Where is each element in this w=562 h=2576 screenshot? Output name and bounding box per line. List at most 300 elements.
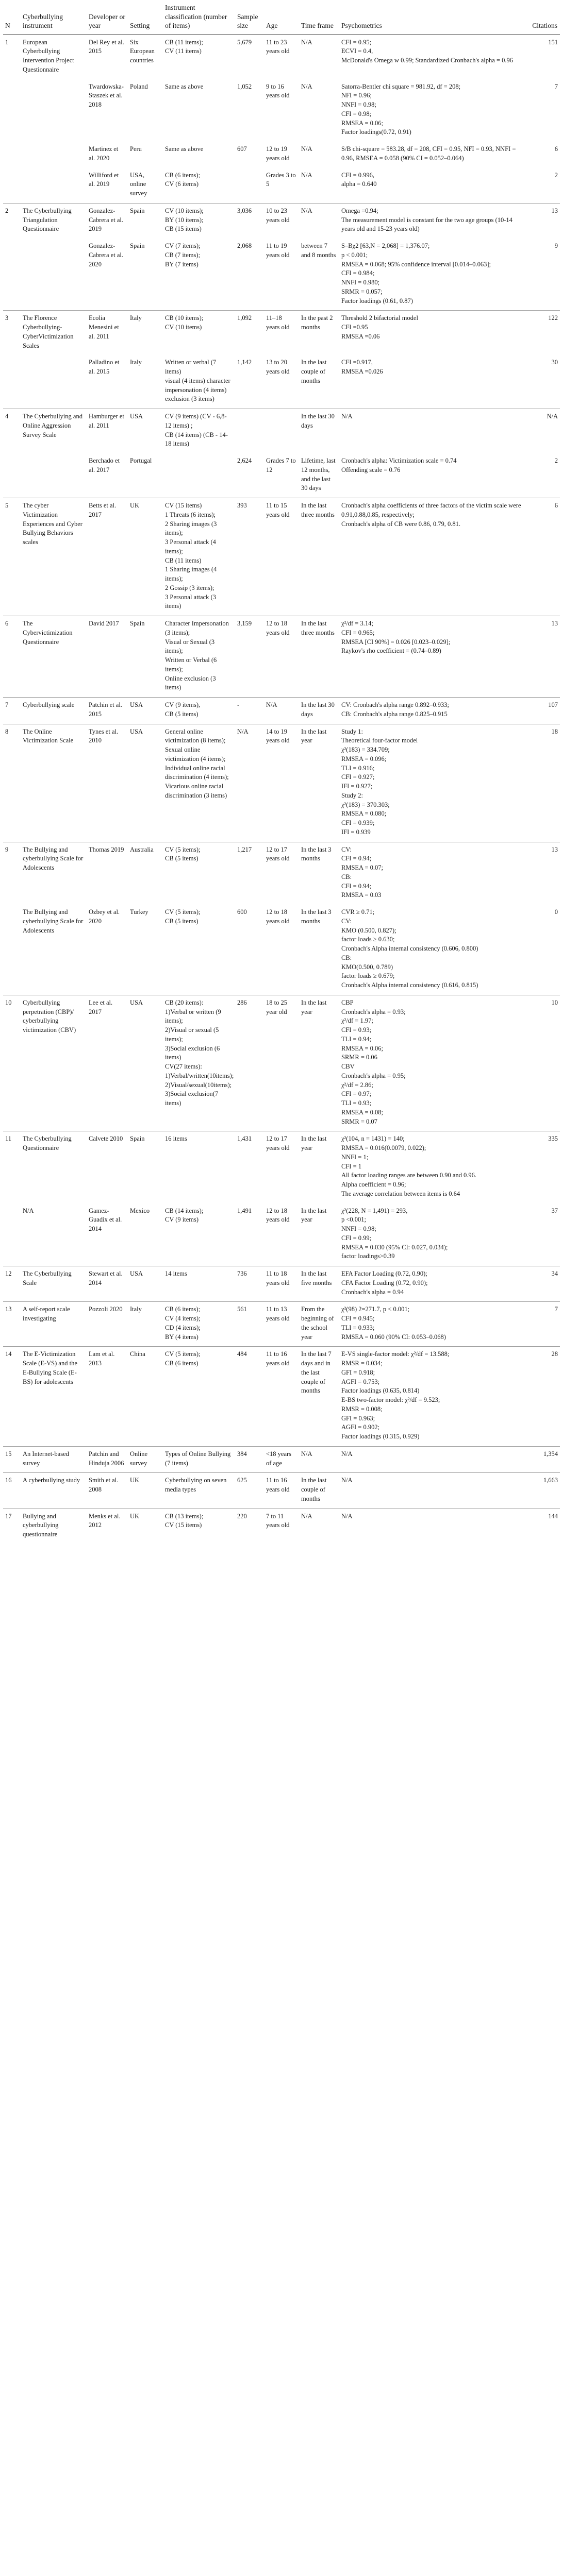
cell-number: [3, 905, 21, 995]
cell-psychometrics: [339, 409, 529, 454]
cell-sample-size: 286: [235, 995, 264, 1131]
table-row: [3, 453, 560, 498]
cell-psychometrics: [339, 453, 529, 498]
header-setting: Setting: [128, 0, 163, 35]
cell-age: Grades 3 to 5: [266, 171, 296, 188]
cell-number: [3, 142, 21, 168]
cell-psychometrics-line: Cronbach's alpha = 0.93;: [341, 1008, 406, 1015]
cell-age: 12 to 18 years old: [264, 616, 299, 698]
cell-classification-line: 3 Personal attack (4 items);: [165, 538, 216, 555]
cell-age: 7 to 11 years old: [264, 1509, 299, 1544]
cell-psychometrics-line: CBP: [341, 998, 354, 1006]
cell-psychometrics-line: SRMR = 0.057;: [341, 287, 383, 295]
cell-sample-size: -: [235, 698, 264, 724]
cell-psychometrics: [339, 995, 529, 1131]
cell-psychometrics-line: Cronbach's alpha: Victimization scale = 0.74: [341, 457, 457, 465]
cell-psychometrics-line: SRMR = 0.07: [341, 1117, 377, 1125]
cell-number: 4: [3, 409, 21, 454]
cell-citations: 107: [529, 698, 560, 724]
cell-classification-line: CB (6 items);: [165, 171, 201, 179]
cell-number: [3, 239, 21, 311]
cell-psychometrics-line: Study 1:: [341, 727, 363, 735]
cell-psychometrics-line: CFI =0.95: [341, 324, 368, 331]
cell-classification-line: CV (9 items),: [165, 701, 201, 709]
cell-citations: 30: [551, 359, 558, 366]
cell-instrument: The Cyberbullying Questionnaire: [21, 1131, 87, 1204]
cell-psychometrics-line: CFI = 0.939;: [341, 819, 375, 827]
table-row: [3, 1473, 560, 1509]
cell-psychometrics: [339, 842, 529, 905]
cell-setting: Peru: [130, 145, 142, 153]
cell-classification-line: Cyberbullying on seven media types: [165, 1477, 227, 1494]
cell-age: 12 to 19 years old: [266, 145, 290, 162]
cell-citations: 7: [554, 82, 558, 90]
cell-classification-line: CB (11 items): [165, 556, 202, 564]
cell-developer: Lee et al. 2017: [87, 995, 128, 1131]
instrument-table: [3, 0, 560, 1544]
cell-sample-size: [235, 409, 264, 454]
cell-psychometrics-line: TLI = 0.916;: [341, 764, 375, 772]
cell-citations: 18: [529, 724, 560, 842]
cell-citations: 1,354: [529, 1446, 560, 1473]
cell-instrument: The Florence Cyberbullying-CyberVictimization Scales: [21, 311, 87, 355]
cell-time-frame: In the last year: [301, 1207, 327, 1224]
cell-psychometrics: [339, 1302, 529, 1347]
cell-psychometrics-line: CFI = 0.945;: [341, 1315, 375, 1323]
cell-instrument: [21, 355, 87, 409]
cell-classification: [163, 905, 235, 995]
cell-classification-line: 1)Verbal/written(10items);: [165, 1072, 234, 1079]
cell-classification: [163, 35, 235, 79]
cell-age: 11 to 13 years old: [264, 1302, 299, 1347]
cell-psychometrics-line: N/A: [341, 1512, 353, 1520]
table-row: [3, 1446, 560, 1473]
cell-classification-line: CV (5 items);: [165, 1350, 201, 1358]
cell-sample-size: 600: [237, 908, 247, 916]
cell-time-frame: N/A: [299, 1509, 339, 1544]
cell-psychometrics-line: RMSEA = 0.016(0.0079, 0.022);: [341, 1144, 426, 1152]
cell-citations: 13: [529, 842, 560, 905]
cell-classification-line: CB (14 items) (CB - 14-18 items): [165, 431, 228, 448]
cell-time-frame: In the last 7 days and in the last couple of months: [299, 1347, 339, 1447]
cell-developer: Tynes et al. 2010: [87, 724, 128, 842]
cell-instrument: An Internet-based survey: [21, 1446, 87, 1473]
cell-classification: [163, 1204, 235, 1266]
cell-sample-size: 607: [237, 145, 247, 153]
cell-citations: 9: [554, 242, 558, 250]
cell-citations: 37: [551, 1207, 558, 1214]
cell-classification-line: CV (4 items);: [165, 1315, 201, 1323]
cell-age: 12 to 17 years old: [264, 1131, 299, 1204]
cell-classification-line: CV (5 items);: [165, 908, 201, 916]
cell-psychometrics-line: RMSEA = 0.080;: [341, 810, 387, 818]
cell-sample-size: 3,036: [235, 203, 264, 239]
cell-instrument: The Cyberbullying Scale: [21, 1266, 87, 1302]
cell-classification-line: 1 Sharing images (4 items);: [165, 566, 217, 583]
cell-classification-line: CB (5 items): [165, 710, 199, 718]
cell-psychometrics-line: CFI = 0.94;: [341, 882, 372, 890]
cell-time-frame: In the last couple of months: [299, 1473, 339, 1509]
cell-time-frame: In the last three months: [299, 498, 339, 616]
cell-psychometrics-line: S–Bχ2 [63,N = 2,068] = 1,376.07;: [341, 242, 430, 250]
cell-sample-size: 1,052: [237, 82, 252, 90]
cell-psychometrics: [339, 355, 529, 409]
cell-psychometrics-line: NFI = 0.96;: [341, 92, 372, 99]
cell-psychometrics-line: CFI = 0.94;: [341, 855, 372, 862]
cell-classification-line: Same as above: [165, 145, 204, 153]
cell-sample-size: 736: [235, 1266, 264, 1302]
cell-psychometrics-line: TLI = 0.93;: [341, 1099, 372, 1107]
cell-number: 17: [3, 1509, 21, 1544]
cell-sample-size: [235, 168, 264, 204]
cell-developer: Patchin et al. 2015: [87, 698, 128, 724]
cell-sample-size: 2,624: [237, 457, 252, 465]
table-row: [3, 698, 560, 724]
cell-citations: 1,663: [529, 1473, 560, 1509]
cell-classification-line: BY (4 items): [165, 1333, 199, 1341]
cell-time-frame: In the last 3 months: [301, 908, 332, 925]
cell-classification-line: 2)Visual/sexual(10items);: [165, 1081, 232, 1089]
cell-number: 3: [3, 311, 21, 355]
cell-classification-line: BY (10 items);: [165, 216, 204, 224]
cell-classification-line: Sexual online victimization (4 items);: [165, 746, 226, 762]
cell-classification: [163, 1473, 235, 1509]
cell-time-frame: Lifetime, last 12 months, and the last 30 days: [301, 457, 336, 492]
cell-psychometrics-line: CB:: [341, 954, 352, 961]
cell-number: 6: [3, 616, 21, 698]
cell-age: 11 to 23 years old: [266, 38, 290, 55]
cell-time-frame: In the last three months: [299, 616, 339, 698]
cell-classification: [163, 1347, 235, 1447]
cell-psychometrics-line: AGFI = 0.902;: [341, 1423, 380, 1431]
cell-instrument: A self-report scale investigating: [21, 1302, 87, 1347]
cell-classification: [163, 142, 235, 168]
cell-classification: [163, 698, 235, 724]
cell-setting: UK: [128, 1473, 163, 1509]
cell-psychometrics-line: CFI = 0.965;: [341, 629, 375, 636]
cell-classification-line: 3)Social exclusion(7 items): [165, 1090, 219, 1107]
cell-number: 1: [5, 38, 9, 46]
cell-psychometrics-line: IFI = 0.939: [341, 828, 371, 836]
cell-developer: Twardowska-Staszek et al. 2018: [89, 82, 124, 109]
cell-instrument: The E-Victimization Scale (E-VS) and the E-Bullying Scale (E-BS) for adolescents: [21, 1347, 87, 1447]
cell-developer: Menks et al. 2012: [87, 1509, 128, 1544]
cell-classification: [163, 409, 235, 454]
cell-sample-size: 5,679: [237, 38, 252, 46]
cell-psychometrics-line: RMSEA = 0.07;: [341, 864, 384, 872]
cell-developer: Palladino et al. 2015: [89, 359, 120, 376]
cell-time-frame: In the last year: [299, 724, 339, 842]
cell-number: [3, 1204, 21, 1266]
cell-psychometrics-line: CFA Factor Loading (0.72, 0.90);: [341, 1279, 428, 1286]
cell-setting: UK: [128, 1509, 163, 1544]
cell-psychometrics-line: alpha = 0.640: [341, 180, 377, 188]
cell-classification: [163, 1302, 235, 1347]
cell-time-frame: between 7 and 8 months: [301, 242, 336, 259]
cell-psychometrics-line: RMSEA = 0.096;: [341, 755, 387, 762]
cell-developer: Ecolia Menesini et al. 2011: [87, 311, 128, 355]
cell-psychometrics-line: Satorra-Bentler chi square = 981.92, df = 208;: [341, 82, 461, 90]
cell-age: 12 to 18 years old: [266, 1207, 290, 1224]
cell-instrument: The Cybervictimization Questionnaire: [21, 616, 87, 698]
table-row: [3, 142, 560, 168]
cell-classification-line: CV (10 items);: [165, 207, 204, 214]
cell-psychometrics-line: χ²(98) 2=271.7, p < 0.001;: [341, 1306, 410, 1313]
cell-psychometrics-line: factor loads ≥ 0.630;: [341, 936, 395, 943]
cell-psychometrics-line: The average correlation between items is 0.64: [341, 1190, 460, 1197]
cell-age: N/A: [264, 698, 299, 724]
cell-psychometrics-line: Cronbach's Alpha internal consistency (0.606, 0.800): [341, 945, 478, 953]
cell-sample-size: 1,431: [235, 1131, 264, 1204]
cell-instrument: The Bullying and cyberbullying Scale for Adolescents: [21, 842, 87, 905]
cell-instrument: European Cyberbullying Intervention Project Questionnaire: [23, 38, 74, 73]
cell-age: 11 to 15 years old: [264, 498, 299, 616]
cell-psychometrics-line: CFI = 0.99;: [341, 1234, 372, 1242]
cell-sample-size: 561: [235, 1302, 264, 1347]
cell-time-frame: In the last year: [299, 995, 339, 1131]
cell-time-frame: N/A: [299, 1446, 339, 1473]
table-row: [3, 498, 560, 616]
cell-psychometrics-line: CV:: [341, 845, 352, 853]
table-row: [3, 1131, 560, 1204]
cell-sample-size: 1,217: [235, 842, 264, 905]
cell-classification-line: Visual or Sexual (3 items);: [165, 638, 215, 655]
cell-setting: Mexico: [130, 1207, 150, 1214]
cell-developer: Gamez-Guadix et al. 2014: [89, 1207, 122, 1233]
cell-developer: Lam et al. 2013: [87, 1347, 128, 1447]
cell-developer: Pozzoli 2020: [87, 1302, 128, 1347]
cell-number: 2: [3, 203, 21, 239]
cell-classification-line: CB (5 items): [165, 855, 199, 862]
cell-number: 7: [3, 698, 21, 724]
cell-setting: Spain: [128, 1131, 163, 1204]
table-row: [3, 1266, 560, 1302]
cell-developer: David 2017: [87, 616, 128, 698]
cell-classification-line: CV (7 items);: [165, 242, 201, 250]
cell-psychometrics-line: CFI = 0.984;: [341, 269, 375, 277]
cell-psychometrics-line: p < 0.001;: [341, 251, 368, 259]
cell-developer: Thomas 2019: [87, 842, 128, 905]
cell-number: [3, 355, 21, 409]
cell-psychometrics: [339, 168, 529, 204]
cell-number: 5: [3, 498, 21, 616]
cell-instrument: The Bullying and cyberbullying Scale for Adolescents: [23, 908, 84, 934]
cell-age: 14 to 19 years old: [264, 724, 299, 842]
cell-instrument: The cyber Victimization Experiences and Cyber Bullying Behaviors scales: [21, 498, 87, 616]
cell-classification-line: CV (15 items): [165, 502, 202, 510]
cell-psychometrics: [339, 498, 529, 616]
cell-psychometrics-line: CFI =0.917,: [341, 359, 373, 366]
cell-developer: Martinez et al. 2020: [89, 145, 119, 162]
cell-psychometrics-line: S/B chi-square = 583.28, df = 208, CFI = 0.95, NFI = 0.93, NNFI = 0.96, RMSEA = 0.058 (90% CI = 0.052–0.064): [341, 145, 516, 162]
cell-classification-line: CV (6 items): [165, 180, 199, 188]
cell-psychometrics-line: Cronbach's Alpha internal consistency (0.616, 0.815): [341, 981, 478, 989]
cell-number: 8: [3, 724, 21, 842]
cell-psychometrics-line: CV:: [341, 917, 352, 925]
cell-classification-line: CB (6 items);: [165, 1306, 201, 1313]
header-psychometrics: Psychometrics: [339, 0, 529, 35]
cell-classification-line: 14 items: [165, 1270, 187, 1278]
cell-psychometrics-line: NNFI = 0.98;: [341, 1225, 376, 1233]
cell-developer: Smith et al. 2008: [87, 1473, 128, 1509]
header-developer: Developer or year: [87, 0, 128, 35]
cell-psychometrics-line: TLI = 0.933;: [341, 1324, 375, 1331]
cell-classification-line: Individual online racial discrimination (4 items);: [165, 764, 229, 781]
cell-classification-line: visual (4 items) character impersonation (4 items) exclusion (3 items): [165, 377, 230, 403]
cell-developer: Williford et al. 2019: [89, 171, 119, 188]
cell-psychometrics-line: RMSEA = 0.068; 95% confidence interval [0.014–0.063];: [341, 260, 491, 268]
cell-citations: 10: [529, 995, 560, 1131]
cell-citations: 2: [554, 457, 558, 465]
cell-classification-line: Character Impersonation (3 items);: [165, 620, 229, 636]
cell-classification-line: BY (7 items): [165, 260, 199, 268]
cell-setting: USA: [128, 724, 163, 842]
cell-instrument: The Cyberbullying and Online Aggression Survey Scale: [21, 409, 87, 454]
cell-psychometrics-line: Omega =0.94;: [341, 207, 378, 214]
header-time-frame: Time frame: [299, 0, 339, 35]
cell-psychometrics-line: All factor loading ranges are between 0.90 and 0.96.: [341, 1172, 477, 1179]
table-row: [3, 905, 560, 995]
cell-psychometrics-line: ECVI = 0.4,: [341, 47, 373, 55]
cell-sample-size: 625: [235, 1473, 264, 1509]
cell-citations: 34: [529, 1266, 560, 1302]
header-n: N: [3, 0, 21, 35]
cell-psychometrics-line: CV: Cronbach's alpha range 0.892–0.933;: [341, 701, 449, 709]
cell-psychometrics: [339, 1204, 529, 1266]
cell-classification: [163, 1131, 235, 1204]
table-row: [3, 1204, 560, 1266]
table-body: [3, 35, 560, 1544]
cell-time-frame: From the beginning of the school year: [299, 1302, 339, 1347]
cell-psychometrics-line: Cronbach's alpha = 0.95;: [341, 1072, 406, 1079]
table-row: [3, 239, 560, 311]
cell-citations: 28: [529, 1347, 560, 1447]
cell-age: 11 to 16 years old: [264, 1347, 299, 1447]
cell-age: Grades 7 to 12: [266, 457, 296, 473]
cell-psychometrics-line: RMSEA = 0.08;: [341, 1108, 384, 1116]
cell-age: 12 to 18 years old: [266, 908, 290, 925]
cell-psychometrics-line: CFI = 0.996,: [341, 171, 375, 179]
cell-setting: Italy: [128, 1302, 163, 1347]
cell-instrument: [21, 142, 87, 168]
table-row: [3, 1509, 560, 1544]
cell-developer: Del Rey et al. 2015: [89, 38, 124, 55]
cell-psychometrics-line: CFI = 0.98;: [341, 110, 372, 117]
cell-classification-line: CV (15 items): [165, 1521, 202, 1529]
cell-instrument: The Cyberbullying Triangulation Questionnaire: [21, 203, 87, 239]
cell-psychometrics-line: RMSEA [CI 90%] = 0.026 [0.023–0.029];: [341, 638, 451, 646]
cell-instrument: Cyberbullying scale: [21, 698, 87, 724]
cell-psychometrics: [339, 142, 529, 168]
cell-citations: 335: [529, 1131, 560, 1204]
cell-citations: 151: [548, 38, 558, 46]
cell-time-frame: N/A: [301, 38, 312, 46]
cell-classification-line: CB (7 items);: [165, 251, 201, 259]
cell-citations: 7: [529, 1302, 560, 1347]
cell-sample-size: 3,159: [235, 616, 264, 698]
cell-psychometrics-line: EFA Factor Loading (0.72, 0.90);: [341, 1270, 427, 1278]
cell-age: 11–18 years old: [264, 311, 299, 355]
cell-psychometrics: [339, 905, 529, 995]
cell-classification: [163, 79, 235, 142]
cell-classification: [163, 239, 235, 311]
cell-classification-line: CV (5 items);: [165, 845, 201, 853]
cell-sample-size: 393: [235, 498, 264, 616]
cell-psychometrics-line: Study 2:: [341, 791, 363, 799]
cell-setting: Italy: [130, 359, 142, 366]
cell-sample-size: 384: [235, 1446, 264, 1473]
cell-psychometrics-line: RMSR = 0.008;: [341, 1405, 383, 1413]
cell-classification: [163, 498, 235, 616]
cell-psychometrics: [339, 1266, 529, 1302]
cell-classification-line: Types of Online Bullying (7 items): [165, 1450, 231, 1467]
header-age: Age: [264, 0, 299, 35]
cell-classification-line: CB (14 items);: [165, 1207, 204, 1214]
cell-time-frame: In the last couple of months: [301, 359, 327, 384]
cell-psychometrics-line: RMSEA = 0.06;: [341, 1044, 384, 1052]
cell-setting: Poland: [130, 82, 148, 90]
cell-psychometrics-line: χ²(183) = 370.303;: [341, 801, 390, 808]
cell-psychometrics-line: χ²/df = 1.97;: [341, 1017, 373, 1025]
cell-classification-line: CB (5 items): [165, 917, 199, 925]
cell-psychometrics-line: Factor loadings (0.315, 0.929): [341, 1433, 420, 1440]
cell-developer: Ozbey et al. 2020: [89, 908, 120, 925]
cell-psychometrics: [339, 35, 529, 79]
cell-psychometrics-line: χ²/df = 2.86;: [341, 1081, 373, 1089]
cell-setting: USA: [128, 1266, 163, 1302]
cell-number: [3, 168, 21, 204]
cell-age: 13 to 20 years old: [266, 359, 290, 376]
cell-time-frame: In the past 2 months: [299, 311, 339, 355]
cell-psychometrics-line: χ²(228, N = 1,491) = 293,: [341, 1207, 408, 1214]
cell-setting: USA: [128, 409, 163, 454]
cell-age: [264, 409, 299, 454]
cell-classification: [163, 995, 235, 1131]
cell-psychometrics-line: The measurement model is constant for the two age groups (10-14 years old and 15-23 years old): [341, 216, 513, 233]
cell-classification-line: Online exclusion (3 items): [165, 674, 216, 691]
cell-psychometrics-line: CFI = 0.97;: [341, 1090, 372, 1098]
cell-classification-line: 1)Verbal or written (9 items);: [165, 1008, 221, 1025]
cell-classification-line: CV (10 items): [165, 324, 202, 331]
cell-instrument: [21, 168, 87, 204]
table-row: [3, 995, 560, 1131]
cell-classification-line: 2)Visual or sexual (5 items);: [165, 1026, 219, 1043]
cell-psychometrics-line: GFI = 0.963;: [341, 1414, 375, 1422]
cell-time-frame: In the last year: [299, 1131, 339, 1204]
cell-psychometrics-line: Factor loadings (0.635, 0.814): [341, 1387, 420, 1395]
cell-classification-line: CB (13 items);: [165, 1512, 204, 1520]
cell-number: [3, 453, 21, 498]
cell-setting: Spain: [128, 616, 163, 698]
cell-instrument: The Online Victimization Scale: [21, 724, 87, 842]
cell-classification-line: 16 items: [165, 1135, 187, 1143]
cell-instrument: N/A: [23, 1207, 34, 1214]
cell-setting: Portugal: [130, 457, 152, 465]
cell-setting: Online survey: [128, 1446, 163, 1473]
cell-psychometrics: [339, 203, 529, 239]
cell-citations: 0: [554, 908, 558, 916]
cell-setting: China: [128, 1347, 163, 1447]
table-row: [3, 616, 560, 698]
cell-number: 12: [3, 1266, 21, 1302]
cell-developer: Betts et al. 2017: [87, 498, 128, 616]
cell-psychometrics: [339, 698, 529, 724]
cell-sample-size: 1,491: [237, 1207, 252, 1214]
cell-sample-size: 1,142: [237, 359, 252, 366]
cell-psychometrics-line: RMSEA = 0.06;: [341, 119, 384, 127]
cell-setting: Six European countries: [130, 38, 155, 64]
cell-psychometrics-line: E-VS single-factor model: χ²/df = 13.588;: [341, 1350, 450, 1358]
